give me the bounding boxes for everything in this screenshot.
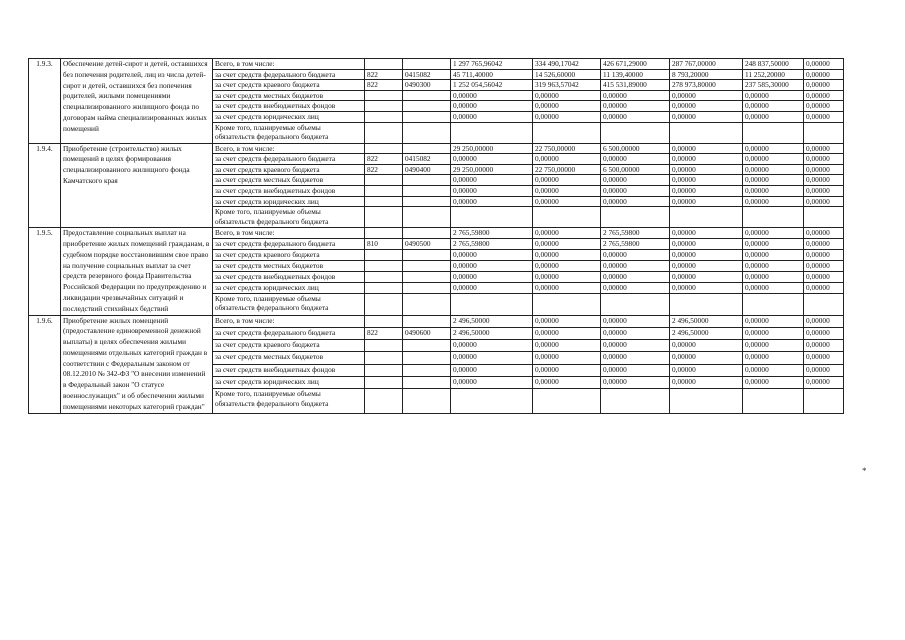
amount-cell: 0,00000 [804, 90, 844, 101]
table-row [29, 59, 844, 70]
funding-source: за счет средств краевого бюджета [213, 250, 365, 261]
amount-cell: 0,00000 [533, 90, 601, 101]
amount-cell: 0,00000 [743, 250, 804, 261]
empty-cell [670, 389, 743, 413]
amount-cell: 0,00000 [533, 315, 601, 327]
amount-cell: 0,00000 [743, 154, 804, 165]
amount-cell: 0,00000 [601, 260, 670, 271]
budget-code: 0490500 [403, 239, 451, 250]
funding-source: за счет средств юридических лиц [213, 376, 365, 388]
funding-source: за счет средств юридических лиц [213, 282, 365, 293]
amount-cell: 1 252 054,56042 [451, 80, 533, 91]
amount-cell: 0,00000 [804, 327, 844, 339]
grbs-code [365, 90, 403, 101]
funding-source: за счет средств краевого бюджета [213, 80, 365, 91]
grbs-code [365, 340, 403, 352]
grbs-code [365, 59, 403, 70]
budget-code [403, 315, 451, 327]
amount-cell: 0,00000 [670, 185, 743, 196]
amount-cell: 0,00000 [451, 111, 533, 122]
empty-cell [365, 293, 403, 315]
amount-cell: 0,00000 [601, 185, 670, 196]
amount-cell: 0,00000 [601, 101, 670, 112]
amount-cell: 0,00000 [533, 340, 601, 352]
amount-cell: 0,00000 [451, 250, 533, 261]
table-row [29, 315, 844, 327]
amount-cell: 0,00000 [451, 352, 533, 364]
amount-cell: 0,00000 [451, 154, 533, 165]
funding-source: за счет средств внебюджетных фондов [213, 271, 365, 282]
amount-cell: 0,00000 [743, 143, 804, 154]
funding-source: за счет средств внебюджетных фондов [213, 364, 365, 376]
amount-cell: 0,00000 [804, 364, 844, 376]
funding-source: за счет средств местных бюджетов [213, 352, 365, 364]
amount-cell: 0,00000 [451, 376, 533, 388]
empty-cell [670, 293, 743, 315]
amount-cell: 0,00000 [804, 175, 844, 186]
amount-cell: 0,00000 [743, 111, 804, 122]
amount-cell: 0,00000 [533, 175, 601, 186]
empty-cell [743, 207, 804, 228]
grbs-code [365, 185, 403, 196]
amount-cell: 45 711,40000 [451, 69, 533, 80]
amount-cell: 287 767,00000 [670, 59, 743, 70]
empty-cell [743, 122, 804, 143]
amount-cell: 22 750,00000 [533, 164, 601, 175]
grbs-code: 810 [365, 239, 403, 250]
budget-code [403, 101, 451, 112]
empty-cell [403, 122, 451, 143]
amount-cell: 6 500,00000 [601, 143, 670, 154]
amount-cell: 2 496,50000 [451, 315, 533, 327]
budget-code [403, 271, 451, 282]
amount-cell: 0,00000 [670, 164, 743, 175]
page-mark: * [862, 466, 867, 476]
grbs-code [365, 250, 403, 261]
amount-cell: 0,00000 [451, 185, 533, 196]
section-number: 1.9.5. [29, 228, 61, 315]
amount-cell: 2 765,59800 [601, 239, 670, 250]
amount-cell: 0,00000 [804, 352, 844, 364]
note-cell: Кроме того, планируемые объемы обязательств федерального бюджета [213, 293, 365, 315]
empty-cell [403, 389, 451, 413]
budget-code [403, 352, 451, 364]
budget-code [403, 260, 451, 271]
funding-source: Всего, в том числе: [213, 59, 365, 70]
amount-cell: 0,00000 [743, 185, 804, 196]
amount-cell: 0,00000 [670, 196, 743, 207]
amount-cell: 0,00000 [533, 282, 601, 293]
amount-cell: 0,00000 [804, 315, 844, 327]
amount-cell: 0,00000 [451, 175, 533, 186]
amount-cell: 0,00000 [804, 340, 844, 352]
grbs-code [365, 111, 403, 122]
funding-source: Всего, в том числе: [213, 143, 365, 154]
funding-source: за счет средств юридических лиц [213, 111, 365, 122]
grbs-code [365, 143, 403, 154]
budget-code: 0415082 [403, 69, 451, 80]
funding-source: Всего, в том числе: [213, 315, 365, 327]
amount-cell: 0,00000 [533, 352, 601, 364]
amount-cell: 0,00000 [670, 154, 743, 165]
amount-cell: 0,00000 [670, 352, 743, 364]
section-number: 1.9.3. [29, 59, 61, 144]
grbs-code [365, 271, 403, 282]
grbs-code [365, 282, 403, 293]
grbs-code: 822 [365, 164, 403, 175]
amount-cell: 0,00000 [670, 282, 743, 293]
empty-cell [743, 293, 804, 315]
amount-cell: 0,00000 [601, 327, 670, 339]
amount-cell: 0,00000 [743, 376, 804, 388]
amount-cell: 0,00000 [804, 376, 844, 388]
funding-source: за счет средств федерального бюджета [213, 154, 365, 165]
amount-cell: 2 765,59800 [451, 228, 533, 239]
amount-cell: 0,00000 [743, 271, 804, 282]
amount-cell: 0,00000 [743, 364, 804, 376]
empty-cell [403, 293, 451, 315]
budget-code [403, 282, 451, 293]
amount-cell: 278 973,80000 [670, 80, 743, 91]
amount-cell: 2 496,50000 [451, 327, 533, 339]
funding-source: за счет средств внебюджетных фондов [213, 101, 365, 112]
budget-code: 0490600 [403, 327, 451, 339]
amount-cell: 0,00000 [601, 352, 670, 364]
budget-code [403, 90, 451, 101]
amount-cell: 237 585,30000 [743, 80, 804, 91]
grbs-code: 822 [365, 327, 403, 339]
amount-cell: 319 963,57042 [533, 80, 601, 91]
amount-cell: 0,00000 [804, 260, 844, 271]
grbs-code [365, 364, 403, 376]
empty-cell [533, 122, 601, 143]
amount-cell: 0,00000 [670, 364, 743, 376]
empty-cell [451, 389, 533, 413]
amount-cell: 0,00000 [670, 250, 743, 261]
amount-cell: 0,00000 [533, 154, 601, 165]
funding-source: Всего, в том числе: [213, 228, 365, 239]
empty-cell [451, 122, 533, 143]
section-description: Приобретение (строительство) жилых помещений в целях формирования специализированного жилищного фонда Камчатского края [61, 143, 213, 228]
amount-cell: 0,00000 [804, 228, 844, 239]
amount-cell: 0,00000 [601, 376, 670, 388]
amount-cell: 0,00000 [743, 260, 804, 271]
funding-source: за счет средств местных бюджетов [213, 260, 365, 271]
amount-cell: 0,00000 [451, 271, 533, 282]
funding-source: за счет средств краевого бюджета [213, 164, 365, 175]
amount-cell: 0,00000 [743, 239, 804, 250]
section-description: Обеспечение детей-сирот и детей, оставшихся без попечения родителей, лиц из числа детей-сирот и детей, оставшихся без попечения родителей, жилыми помещениями специализированного жилищного фонда по договорам найма специализированных жилых помещений [61, 59, 213, 144]
budget-code [403, 340, 451, 352]
funding-source: за счет средств юридических лиц [213, 196, 365, 207]
note-cell: Кроме того, планируемые объемы обязательств федерального бюджета [213, 207, 365, 228]
amount-cell: 426 671,29000 [601, 59, 670, 70]
amount-cell: 0,00000 [601, 111, 670, 122]
funding-source: за счет средств местных бюджетов [213, 175, 365, 186]
grbs-code [365, 101, 403, 112]
amount-cell: 0,00000 [804, 196, 844, 207]
amount-cell: 0,00000 [804, 271, 844, 282]
amount-cell: 0,00000 [804, 111, 844, 122]
grbs-code: 822 [365, 154, 403, 165]
amount-cell: 0,00000 [804, 164, 844, 175]
grbs-code [365, 175, 403, 186]
amount-cell: 0,00000 [533, 196, 601, 207]
amount-cell: 0,00000 [601, 175, 670, 186]
amount-cell: 0,00000 [533, 327, 601, 339]
amount-cell: 0,00000 [533, 271, 601, 282]
empty-cell [743, 389, 804, 413]
section-number: 1.9.4. [29, 143, 61, 228]
grbs-code [365, 315, 403, 327]
budget-code [403, 196, 451, 207]
budget-code [403, 143, 451, 154]
amount-cell: 0,00000 [451, 196, 533, 207]
amount-cell: 0,00000 [601, 90, 670, 101]
amount-cell: 0,00000 [804, 154, 844, 165]
grbs-code: 822 [365, 80, 403, 91]
amount-cell: 0,00000 [743, 101, 804, 112]
amount-cell: 0,00000 [670, 376, 743, 388]
note-cell: Кроме того, планируемые объемы обязательств федерального бюджета [213, 389, 365, 413]
budget-code [403, 364, 451, 376]
funding-source: за счет средств краевого бюджета [213, 340, 365, 352]
grbs-code [365, 196, 403, 207]
funding-source: за счет средств внебюджетных фондов [213, 185, 365, 196]
amount-cell: 0,00000 [804, 185, 844, 196]
amount-cell: 0,00000 [533, 101, 601, 112]
budget-code [403, 175, 451, 186]
amount-cell: 0,00000 [670, 239, 743, 250]
empty-cell [670, 122, 743, 143]
amount-cell: 0,00000 [601, 271, 670, 282]
budget-code: 0490300 [403, 80, 451, 91]
budget-code [403, 376, 451, 388]
amount-cell: 0,00000 [533, 250, 601, 261]
amount-cell: 0,00000 [451, 364, 533, 376]
empty-cell [365, 389, 403, 413]
amount-cell: 0,00000 [743, 175, 804, 186]
amount-cell: 0,00000 [804, 80, 844, 91]
amount-cell: 2 765,59800 [601, 228, 670, 239]
empty-cell [451, 207, 533, 228]
amount-cell: 0,00000 [601, 250, 670, 261]
amount-cell: 0,00000 [804, 282, 844, 293]
grbs-code [365, 260, 403, 271]
empty-cell [403, 207, 451, 228]
amount-cell: 0,00000 [670, 271, 743, 282]
amount-cell: 248 837,50000 [743, 59, 804, 70]
amount-cell: 0,00000 [451, 340, 533, 352]
amount-cell: 0,00000 [533, 376, 601, 388]
empty-cell [601, 122, 670, 143]
amount-cell: 0,00000 [743, 327, 804, 339]
amount-cell: 0,00000 [804, 239, 844, 250]
grbs-code: 822 [365, 69, 403, 80]
grbs-code [365, 376, 403, 388]
budget-code [403, 185, 451, 196]
budget-code [403, 250, 451, 261]
amount-cell: 415 531,89000 [601, 80, 670, 91]
budget-code: 0415082 [403, 154, 451, 165]
amount-cell: 0,00000 [670, 101, 743, 112]
section-number: 1.9.6. [29, 315, 61, 413]
funding-source: за счет средств федерального бюджета [213, 239, 365, 250]
empty-cell [670, 207, 743, 228]
empty-cell [365, 122, 403, 143]
empty-cell [804, 122, 844, 143]
empty-cell [804, 389, 844, 413]
amount-cell: 2 496,50000 [670, 327, 743, 339]
amount-cell: 11 139,40000 [601, 69, 670, 80]
amount-cell: 0,00000 [601, 340, 670, 352]
empty-cell [533, 207, 601, 228]
amount-cell: 0,00000 [804, 143, 844, 154]
budget-code [403, 111, 451, 122]
amount-cell: 11 252,20000 [743, 69, 804, 80]
amount-cell: 8 793,20000 [670, 69, 743, 80]
amount-cell: 0,00000 [451, 260, 533, 271]
amount-cell: 14 526,60000 [533, 69, 601, 80]
amount-cell: 0,00000 [533, 228, 601, 239]
budget-code [403, 59, 451, 70]
amount-cell: 0,00000 [670, 90, 743, 101]
amount-cell: 0,00000 [670, 228, 743, 239]
budget-code: 0490400 [403, 164, 451, 175]
amount-cell: 0,00000 [743, 164, 804, 175]
amount-cell: 0,00000 [670, 143, 743, 154]
amount-cell: 22 750,00000 [533, 143, 601, 154]
section-description: Предоставление социальных выплат на приобретение жилых помещений гражданам, в судебном порядке восстановившим свое право на получение социальных выплат за счет средств резервного фонда Правительства Российской Федерации по предупреждению и ликвидации чрезвычайных ситуаций и последствий стихийных бедствий [61, 228, 213, 315]
amount-cell: 0,00000 [670, 260, 743, 271]
amount-cell: 0,00000 [533, 111, 601, 122]
note-cell: Кроме того, планируемые объемы обязательств федерального бюджета [213, 122, 365, 143]
empty-cell [601, 389, 670, 413]
amount-cell: 0,00000 [670, 175, 743, 186]
empty-cell [804, 293, 844, 315]
amount-cell: 0,00000 [804, 69, 844, 80]
amount-cell: 6 500,00000 [601, 164, 670, 175]
amount-cell: 0,00000 [601, 315, 670, 327]
budget-table [28, 58, 844, 414]
amount-cell: 0,00000 [451, 90, 533, 101]
amount-cell: 0,00000 [601, 154, 670, 165]
budget-code [403, 228, 451, 239]
amount-cell: 0,00000 [601, 364, 670, 376]
amount-cell: 0,00000 [804, 101, 844, 112]
amount-cell: 0,00000 [743, 340, 804, 352]
empty-cell [804, 207, 844, 228]
section-description: Приобретение жилых помещений (предоставление единовременной денежной выплаты) в целях обеспечения жилыми помещениями отдельных категорий граждан в соответствии с Федеральным законом от 08.12.2010 № 342-ФЗ "О внесении изменений в Федеральный закон "О статусе военнослужащих" и об обеспечении жилыми помещениями некоторых категорий граждан" [61, 315, 213, 413]
amount-cell: 2 765,59800 [451, 239, 533, 250]
amount-cell: 1 297 765,96042 [451, 59, 533, 70]
amount-cell: 0,00000 [451, 101, 533, 112]
amount-cell: 0,00000 [743, 196, 804, 207]
amount-cell: 0,00000 [804, 59, 844, 70]
amount-cell: 0,00000 [601, 196, 670, 207]
amount-cell: 0,00000 [451, 282, 533, 293]
table-row [29, 143, 844, 154]
empty-cell [533, 389, 601, 413]
amount-cell: 0,00000 [533, 239, 601, 250]
grbs-code [365, 228, 403, 239]
amount-cell: 0,00000 [743, 282, 804, 293]
amount-cell: 0,00000 [670, 111, 743, 122]
amount-cell: 0,00000 [743, 228, 804, 239]
amount-cell: 0,00000 [804, 250, 844, 261]
empty-cell [601, 207, 670, 228]
table-row [29, 228, 844, 239]
amount-cell: 0,00000 [743, 352, 804, 364]
empty-cell [365, 207, 403, 228]
amount-cell: 334 490,17042 [533, 59, 601, 70]
empty-cell [601, 293, 670, 315]
amount-cell: 29 250,00000 [451, 143, 533, 154]
empty-cell [533, 293, 601, 315]
empty-cell [451, 293, 533, 315]
amount-cell: 0,00000 [533, 185, 601, 196]
amount-cell: 0,00000 [533, 364, 601, 376]
amount-cell: 29 250,00000 [451, 164, 533, 175]
amount-cell: 2 496,50000 [670, 315, 743, 327]
funding-source: за счет средств федерального бюджета [213, 69, 365, 80]
amount-cell: 0,00000 [743, 90, 804, 101]
grbs-code [365, 352, 403, 364]
funding-source: за счет средств федерального бюджета [213, 327, 365, 339]
funding-source: за счет средств местных бюджетов [213, 90, 365, 101]
amount-cell: 0,00000 [743, 315, 804, 327]
amount-cell: 0,00000 [601, 282, 670, 293]
amount-cell: 0,00000 [533, 260, 601, 271]
amount-cell: 0,00000 [670, 340, 743, 352]
